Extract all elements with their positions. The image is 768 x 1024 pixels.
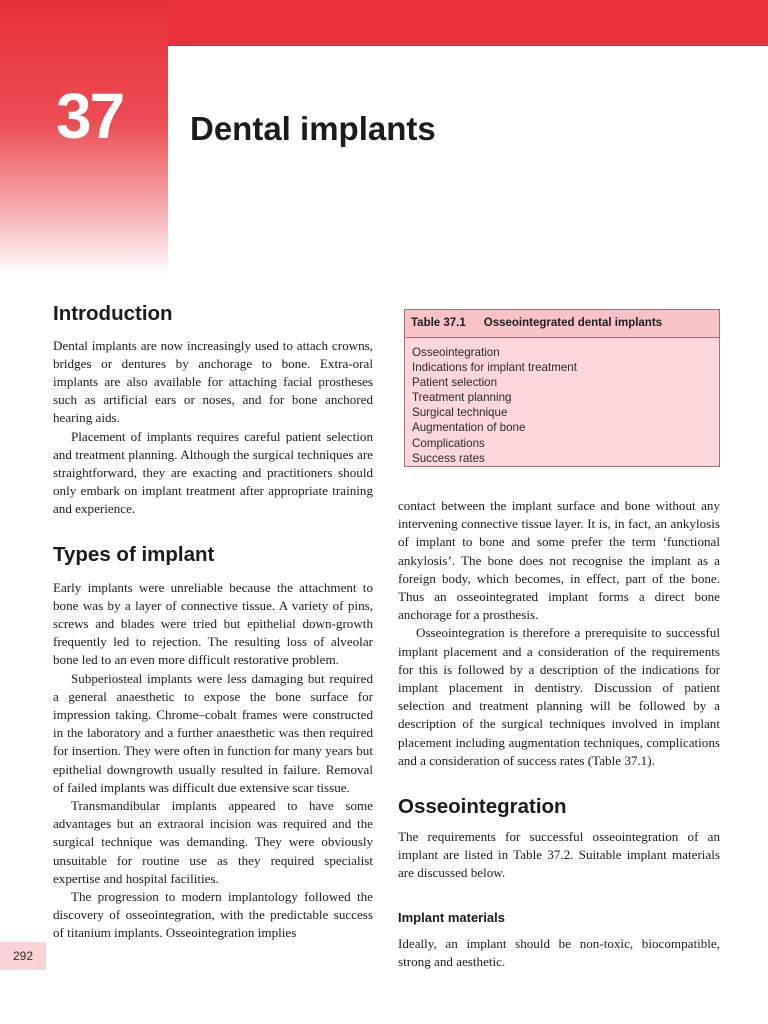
chapter-number: 37 [56, 80, 124, 152]
right-paragraph-2: Osseointegration is therefore a prerequisite to successful implant placement and a consideration of the requirements for this is followed by a description of the indications for implant placement in dentistry. Discussion of patient selection and treatment planning will be followed by a description of the surgical techniques involved in implant placement including augmentation techniques, complications and a consideration of success rates (Table 37.1). [398, 625, 720, 768]
types-paragraph-3: Transmandibular implants appeared to have some advantages but an extraoral incision was required and the surgical technique was demanding. They were obviously unsuitable for routine use as they required specialist expertise and hospital facilities. [53, 797, 373, 886]
table-row: Complications [412, 436, 485, 450]
implant-materials-section [398, 911, 720, 971]
chapter-title: Dental implants [190, 110, 436, 147]
table-row: Osseointegration [412, 346, 500, 359]
table-row: Treatment planning [412, 391, 512, 405]
introduction-section [53, 304, 373, 519]
types-paragraph-1: Early implants were unreliable because the attachment to bone was by a layer of connective tissue. A variety of pins, screws and blades were tried but epithelial down-growth frequently led to rejection. The resulting loss of alveolar bone led to an even more difficult restorative problem. [53, 579, 373, 668]
right-paragraph-1: contact between the implant surface and bone without any intervening connective tissue layer. It is, in fact, an ankylosis of implant to bone and some prefer the term ‘functional ankylosis’. The bone does not recognise the implant as a foreign body, which becomes, in effect, part of the bone. Thus an osseointegrated implant forms a direct bone anchorage for a prosthesis. [398, 498, 720, 623]
table-row: Success rates [412, 451, 485, 465]
table-row: Surgical technique [412, 406, 508, 420]
implant-materials-paragraph-1: Ideally, an implant should be non-toxic, biocompatible, strong and aesthetic. [398, 936, 720, 970]
table-title: Osseointegrated dental implants [483, 317, 663, 329]
introduction-heading: Introduction [53, 302, 173, 325]
types-heading: Types of implant [53, 543, 215, 566]
introduction-paragraph-2: Placement of implants requires careful patient selection and treatment planning. Although the surgical techniques are straightforward, they are exacting and practitioners should only embark on implant treatment after appropriate training and experience. [53, 428, 373, 517]
implant-materials-heading: Implant materials [398, 910, 505, 925]
table-37-1 [404, 309, 720, 467]
page-number: 292 [0, 942, 46, 970]
chapter-tab [0, 0, 168, 275]
types-paragraph-2: Subperiosteal implants were less damaging but required a general anaesthetic to expose the bone surface for impression taking. Chrome–cobalt frames were constructed in the laboratory and a further anaesthetic was then required for insertion. They were often in function for many years but epithelial downgrowth usually resulted in failure. Removal of failed implants was difficult due extensive scar tissue. [53, 670, 373, 795]
table-header [405, 310, 719, 338]
osseointegration-section [398, 797, 720, 882]
table-row: Augmentation of bone [412, 421, 526, 435]
table-number: Table 37.1 [411, 317, 466, 329]
table-row: Indications for implant treatment [412, 361, 577, 375]
osseointegration-heading: Osseointegration [398, 795, 567, 818]
right-intro-section [398, 497, 720, 770]
osseointegration-paragraph-1: The requirements for successful osseointegration of an implant are listed in Table 37.2. Suitable implant materials are discussed below. [398, 828, 720, 880]
types-paragraph-4: The progression to modern implantology followed the discovery of osseointegration, with the predictable success of titanium implants. Osseointegration implies [53, 888, 373, 941]
table-row: Patient selection [412, 376, 498, 390]
types-section [53, 545, 373, 943]
introduction-paragraph-1: Dental implants are now increasingly used to attach crowns, bridges or dentures by anchorage to bone. Extra-oral implants are also available for attaching facial prostheses such as artificial ears or noses, and for bone anchored hearing aids. [53, 337, 373, 426]
table-body [405, 338, 719, 466]
